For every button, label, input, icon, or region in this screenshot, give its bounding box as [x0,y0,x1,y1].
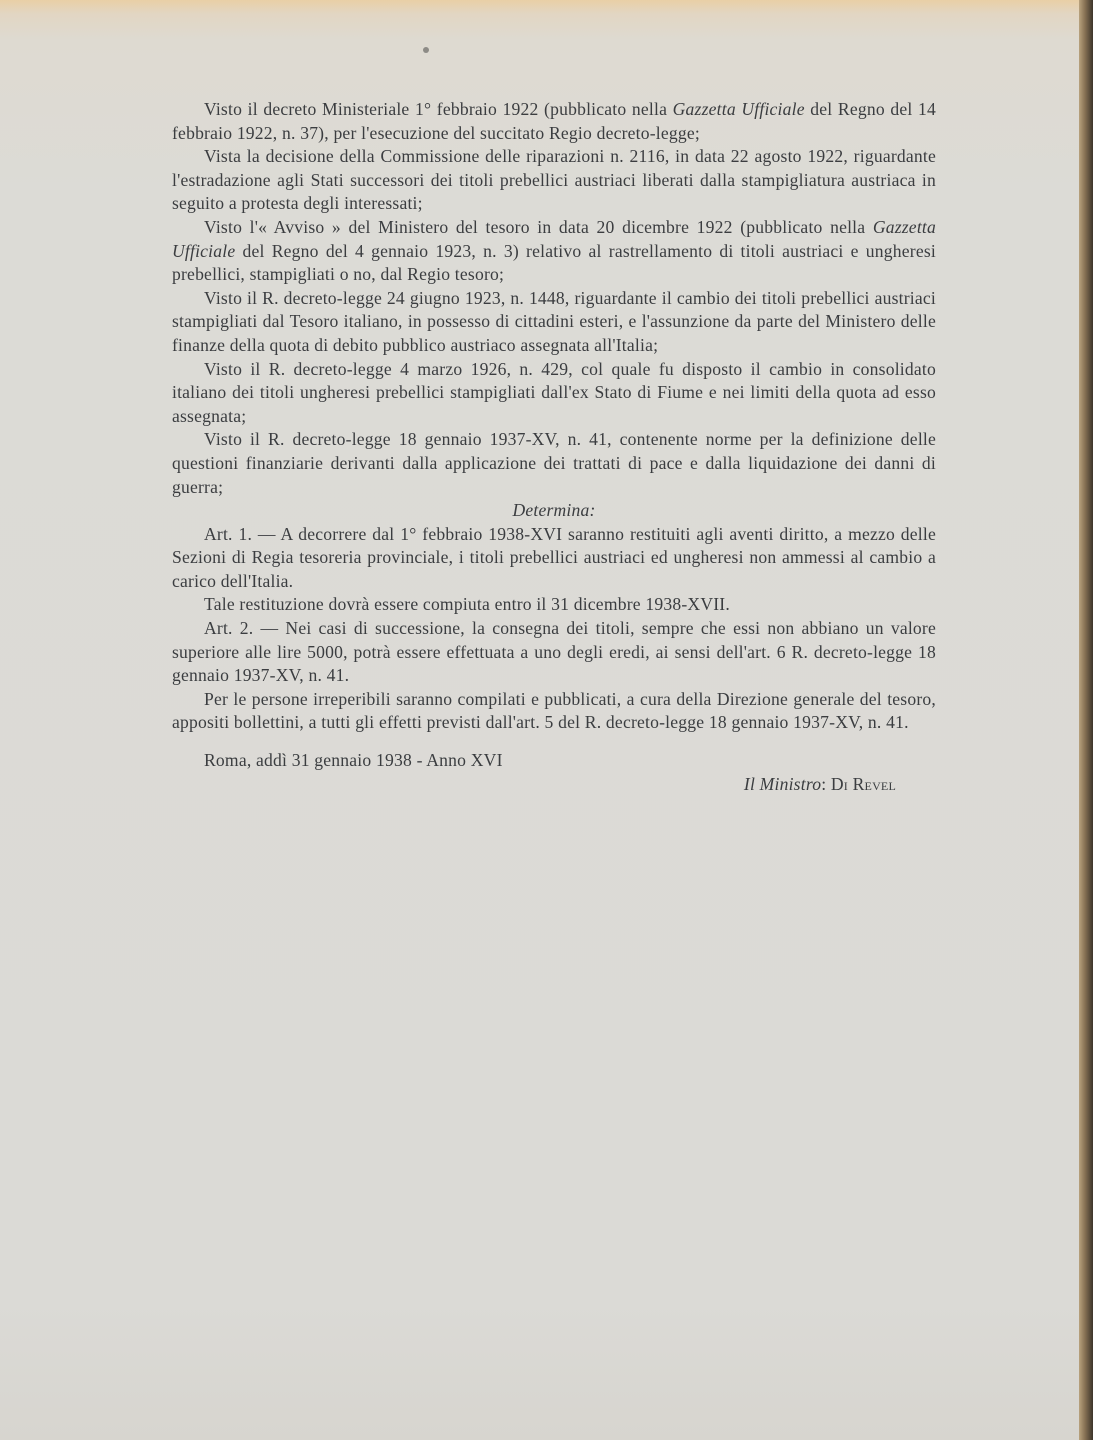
premise-paragraph: Visto il R. decreto-legge 18 gennaio 1937-XV, n. 41, contenente norme per la definizione delle questioni finanziarie derivanti dalla applicazione dei trattati di pace e dalla liquidazione dei danni di guerra; [172,429,936,497]
article-paragraph: Art. 2. — Nei casi di successione, la consegna dei titoli, sempre che essi non abbiano un valore superiore alle lire 5000, potrà essere effettuata a uno degli eredi, ai sensi dell'art. 6 R. decreto-legge 18 gennaio 1937-XV, n. 41. [172,618,936,686]
premise-paragraph: Visto il R. decreto-legge 4 marzo 1926, n. 429, col quale fu disposto il cambio in consolidato italiano dei titoli ungheresi prebellici stampigliati dall'ex Stato di Fiume e nei limiti della quota ad esso assegnata; [172,358,936,426]
book-binding-edge [1079,0,1093,1440]
section-heading: Determina: [512,500,596,521]
decree-text [172,98,936,796]
ink-spot [423,47,429,53]
premise-paragraph: Visto l'« Avviso » del Ministero del tesoro in data 20 dicembre 1922 (pubblicato nella Gazzetta Ufficiale del Regno del 4 gennaio 1923, n. 3) relativo al rastrellamento di titoli austriaci e ungheresi prebellici, stampigliati o no, dal Regio tesoro; [172,216,936,285]
publication-title: Gazzetta Ufficiale [172,216,936,261]
signature: Il Ministro: Di Revel [743,773,896,794]
premise-paragraph: Vista la decisione della Commissione delle riparazioni n. 2116, in data 22 agosto 1922, riguardante l'estradazione agli Stati successori dei titoli prebellici austriaci liberati dalla stampigliatura austriaca in seguito a protesta degli interessati; [172,146,936,214]
article-paragraph: Per le persone irreperibili saranno compilati e pubblicati, a cura della Direzione generale del tesoro, appositi bollettini, a tutti gli effetti previsti dall'art. 5 del R. decreto-legge 18 gennaio 1937-XV, n. 41. [172,688,936,733]
premise-paragraph: Visto il decreto Ministeriale 1° febbraio 1922 (pubblicato nella Gazzetta Ufficiale del Regno del 14 febbraio 1922, n. 37), per l'esecuzione del succitato Regio decreto-legge; [172,99,937,143]
article-paragraph: Art. 1. — A decorrere dal 1° febbraio 1938-XVI saranno restituiti agli aventi diritto, a mezzo delle Sezioni di Regia tesoreria provinciale, i titoli prebellici austriaci ed ungheresi non ammessi al cambio a carico dell'Italia. [172,523,936,591]
publication-title: Gazzetta Ufficiale [672,99,805,119]
place-date: Roma, addì 31 gennaio 1938 - Anno XVI [204,750,503,771]
article-paragraph: Tale restituzione dovrà essere compiuta entro il 31 dicembre 1938-XVII. [204,594,730,615]
minister-name: Di Revel [830,773,896,794]
premise-paragraph: Visto il R. decreto-legge 24 giugno 1923, n. 1448, riguardante il cambio dei titoli prebellici austriaci stampigliati dal Tesoro italiano, in possesso di cittadini esteri, e l'assunzione da parte del Ministero delle finanze della quota di debito pubblico austriaco assegnata all'Italia; [172,287,936,355]
